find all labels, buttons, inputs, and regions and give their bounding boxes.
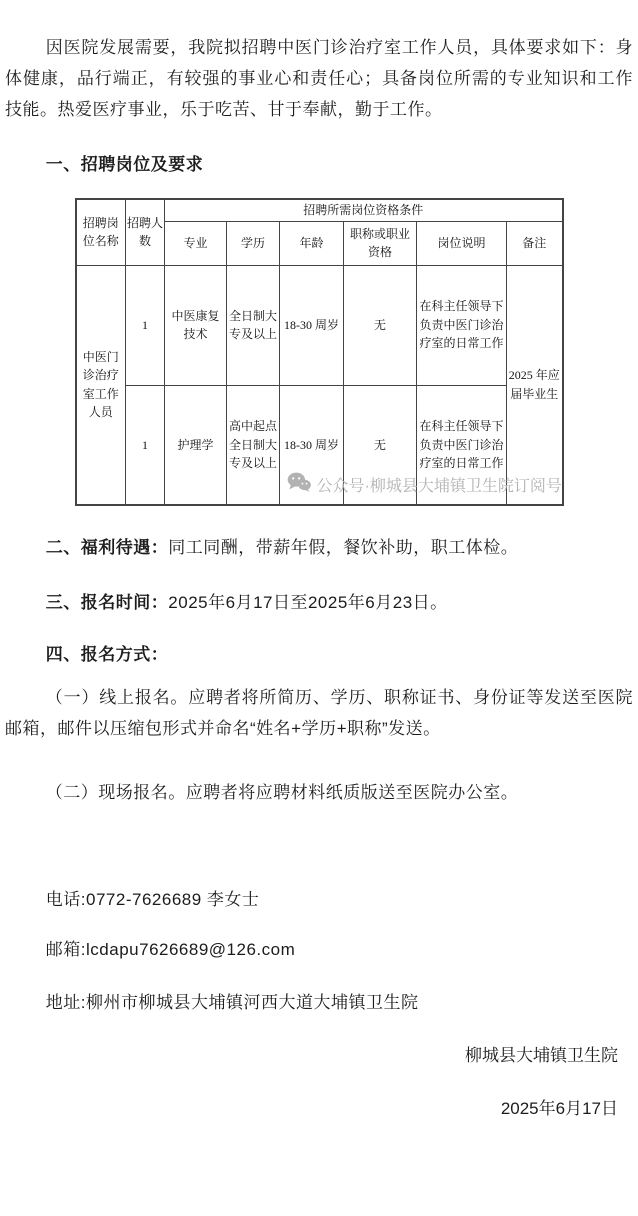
cell-major: 护理学 — [165, 385, 227, 505]
contact-email: 邮箱:lcdapu7626689@126.com — [45, 940, 296, 960]
cell-post-name: 中医门诊治疗室工作人员 — [76, 265, 126, 505]
table-row — [76, 265, 563, 385]
cell-remark: 2025 年应届毕业生 — [507, 265, 563, 505]
cell-education: 高中起点全日制大专及以上 — [227, 385, 280, 505]
cell-duty: 在科主任领导下负责中医门诊治疗室的日常工作 — [417, 265, 507, 385]
col-header-duty: 岗位说明 — [417, 221, 507, 265]
apply-method-online: （一）线上报名。应聘者将所简历、学历、职称证书、身份证等发送至医院邮箱，邮件以压缩包形式并命名“姓名+学历+职称”发送。 — [5, 688, 633, 739]
apply-method-onsite: （二）现场报名。应聘者将应聘材料纸质版送至医院办公室。 — [45, 783, 519, 803]
cell-duty: 在科主任领导下负责中医门诊治疗室的日常工作 — [417, 385, 507, 505]
cell-headcount: 1 — [126, 385, 165, 505]
cell-age: 18-30 周岁 — [280, 385, 344, 505]
section4-label: 四、报名方式： — [45, 645, 169, 665]
cell-major: 中医康复技术 — [165, 265, 227, 385]
section2-label: 二、福利待遇： — [45, 538, 169, 558]
cell-title-req: 无 — [344, 265, 417, 385]
signature-org: 柳城县大埔镇卫生院 — [465, 1046, 618, 1066]
col-header-headcount: 招聘人数 — [126, 199, 165, 265]
col-header-education: 学历 — [227, 221, 280, 265]
section4-heading — [5, 639, 633, 670]
cell-age: 18-30 周岁 — [280, 265, 344, 385]
contact-phone: 电话:0772-7626689 李女士 — [45, 890, 260, 910]
col-header-major: 专业 — [165, 221, 227, 265]
cell-education: 全日制大专及以上 — [227, 265, 280, 385]
intro-paragraph: 因医院发展需要，我院拟招聘中医门诊治疗室工作人员，具体要求如下：身体健康，品行端正，有较强的事业心和责任心；具备岗位所需的专业知识和工作技能。热爱医疗事业，乐于吃苦、甘于奉献，勤于工作。 — [5, 38, 633, 119]
section3-label: 三、报名时间： — [45, 593, 169, 613]
recruitment-table — [75, 198, 564, 506]
col-header-qualification-group: 招聘所需岗位资格条件 — [165, 199, 563, 221]
watermark-text: 公众号·柳城县大埔镇卫生院订阅号 — [316, 478, 562, 495]
recruitment-table-wrap — [75, 198, 564, 506]
col-header-remark: 备注 — [507, 221, 563, 265]
col-header-post-name: 招聘岗位名称 — [76, 199, 126, 265]
section3-content: 2025年6月17日至2025年6月23日。 — [168, 593, 448, 613]
section3-schedule — [5, 587, 633, 618]
table-row — [76, 385, 563, 505]
cell-headcount: 1 — [126, 265, 165, 385]
signature-date: 2025年6月17日 — [500, 1099, 618, 1119]
section1-heading: 一、招聘岗位及要求 — [45, 155, 204, 174]
col-header-title: 职称或职业资格 — [344, 221, 417, 265]
cell-title-req: 无 — [344, 385, 417, 505]
section2-benefits — [5, 532, 633, 563]
contact-address: 地址:柳州市柳城县大埔镇河西大道大埔镇卫生院 — [45, 993, 419, 1013]
col-header-age: 年龄 — [280, 221, 344, 265]
section2-content: 同工同酬，带薪年假，餐饮补助，职工体检。 — [168, 538, 519, 558]
